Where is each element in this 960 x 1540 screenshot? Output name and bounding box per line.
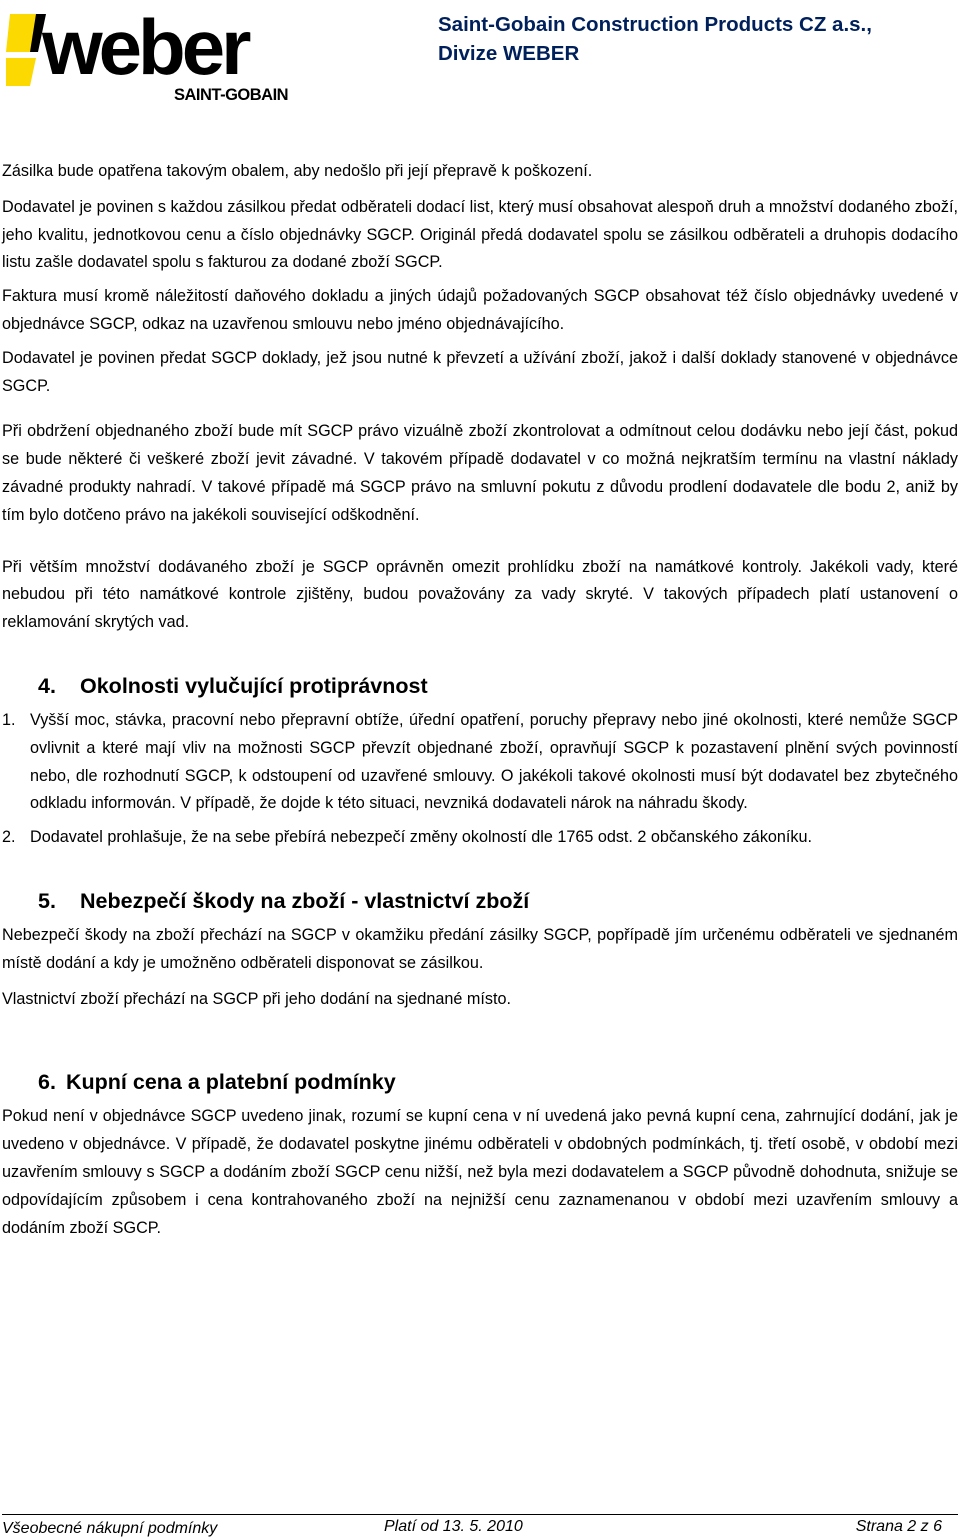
company-name [438,10,872,68]
section-4-number: 4. [38,673,56,698]
list-item-number: 1. [2,710,16,729]
paragraph-spot-checks: Při větším množství dodávaného zboží je SGCP oprávněn omezit prohlídku zboží na namátkové kontroly. Jakékoli vady, které nebudou při této namátkové kontrole zjištěny, budou považovány za vady skryté. V takových případech platí ustanovení o reklamování skrytých vad. [2,557,958,632]
section-5-title: Nebezpečí škody na zboží - vlastnictví zboží [80,888,530,913]
logo-swoosh-lower [6,58,36,86]
paragraph-invoice: Faktura musí kromě náležitostí daňového dokladu a jiných údajů požadovaných SGCP obsahovat též číslo objednávky uvedené v objednávce SGCP, odkaz na uzavřenou smlouvu nebo jméno objednávajícího. [2,287,958,333]
list-item-number: 2. [2,828,16,847]
list-item [2,707,958,818]
company-name-line1: Saint-Gobain Construction Products CZ a.s., [438,13,872,36]
footer-valid-from: Platí od 13. 5. 2010 [384,1518,523,1535]
section-4-list [2,707,958,852]
paragraph-packaging: Zásilka bude opatřena takovým obalem, aby nedošlo při její přepravě k poškození. [2,162,593,180]
company-name-line2: Divize WEBER [438,42,580,65]
logo-sub-text: SAINT-GOBAIN [174,86,289,104]
footer-page-number: Strana 2 z 6 [855,1518,942,1535]
paragraph-purchase-price: Pokud není v objednávce SGCP uvedeno jinak, rozumí se kupní cena v ní uvedená jako pevná kupní cena, zahrnující dodání, jak je uvedeno v objednávce. V případě, že dodavatel poskytne jinému odběrateli v obdobných podmínkách, tj. třetí osobě, v období mezi uzavřením smlouvy s SGCP a dodáním zboží SGCP cenu nižší, než byla mezi dodavatelem a SGCP původně dohodnuta, snižuje se odpovídajícím způsobem i cena kontrahovaného zboží na nejnižší cenu zaznamenanou v období mezi uzavřením smlouvy a dodáním zboží SGCP. [2,1107,958,1237]
list-item-text: Dodavatel prohlašuje, že na sebe přebírá nebezpečí změny okolností dle 1765 odst. 2 občanského zákoníku. [30,828,813,847]
weber-logo-graphic [6,8,322,108]
section-5-heading [2,886,958,916]
section-6-title: Kupní cena a platební podmínky [66,1070,396,1095]
section-4-title: Okolnosti vylučující protiprávnost [80,673,428,698]
weber-logo [6,8,322,108]
section-4-heading [2,671,958,701]
footer-document-title: Všeobecné nákupní podmínky [2,1520,218,1537]
paragraph-documents: Dodavatel je povinen předat SGCP doklady, jež jsou nutné k převzetí a užívání zboží, jakož i další doklady stanovené v objednávce SGCP. [2,348,958,395]
paragraph-risk-of-damage: Nebezpečí škody na zboží přechází na SGCP v okamžiku předání zásilky SGCP, popřípadě jím určenému odběrateli ve sjednaném místě dodání a kdy je umožněno odběrateli disponovat se zásilkou. [2,925,958,972]
document-body [2,158,958,1242]
paragraph-ownership: Vlastnictví zboží přechází na SGCP při jeho dodání na sjednané místo. [2,989,511,1008]
page-footer [2,1514,958,1537]
paragraph-delivery-note: Dodavatel je povinen s každou zásilkou předat odběrateli dodací list, který musí obsahovat alespoň druh a množství dodaného zboží, jeho kvalitu, jednotkovou cenu a číslo objednávky SGCP. Originál předá dodavatel spolu se zásilkou odběrateli a druhopis dodacího listu zašle dodavatel spolu s fakturou za dodané zboží SGCP. [2,197,958,272]
logo-brand-text: weber [42,8,248,91]
section-6-number: 6. [38,1070,56,1095]
section-6-heading [2,1067,958,1097]
section-5-number: 5. [38,888,56,913]
list-item-text: Vyšší moc, stávka, pracovní nebo přepravní obtíže, úřední opatření, poruchy přepravy nebo jiné okolnosti, které nemůže SGCP ovlivnit a které mají vliv na možnosti SGCP převzít objednané zboží, opravňují SGCP k pozastavení plnění svých povinností nebo, dle rozhodnutí SGCP, k odstoupení od uzavřené smlouvy. O jakékoli takové okolnosti musí být dodavatel bez zbytečného odkladu informován. V případě, že dojde k této situaci, nevzniká dodavateli nárok na náhradu škody. [30,710,958,813]
list-item [2,824,958,852]
paragraph-inspection: Při obdržení objednaného zboží bude mít SGCP právo vizuálně zboží zkontrolovat a odmítnout celou dodávku nebo její část, pokud se bude některé či veškeré zboží jevit závadné. V takovém případě dodavatel v co možná nejkratším termínu na vlastní náklady závadné produkty nahradí. V takové případě má SGCP právo na smluvní pokutu z důvodu prodlení dodavatele dle bodu 2, aniž by tím bylo dotčeno právo na jakékoli související odškodnění. [2,422,958,524]
